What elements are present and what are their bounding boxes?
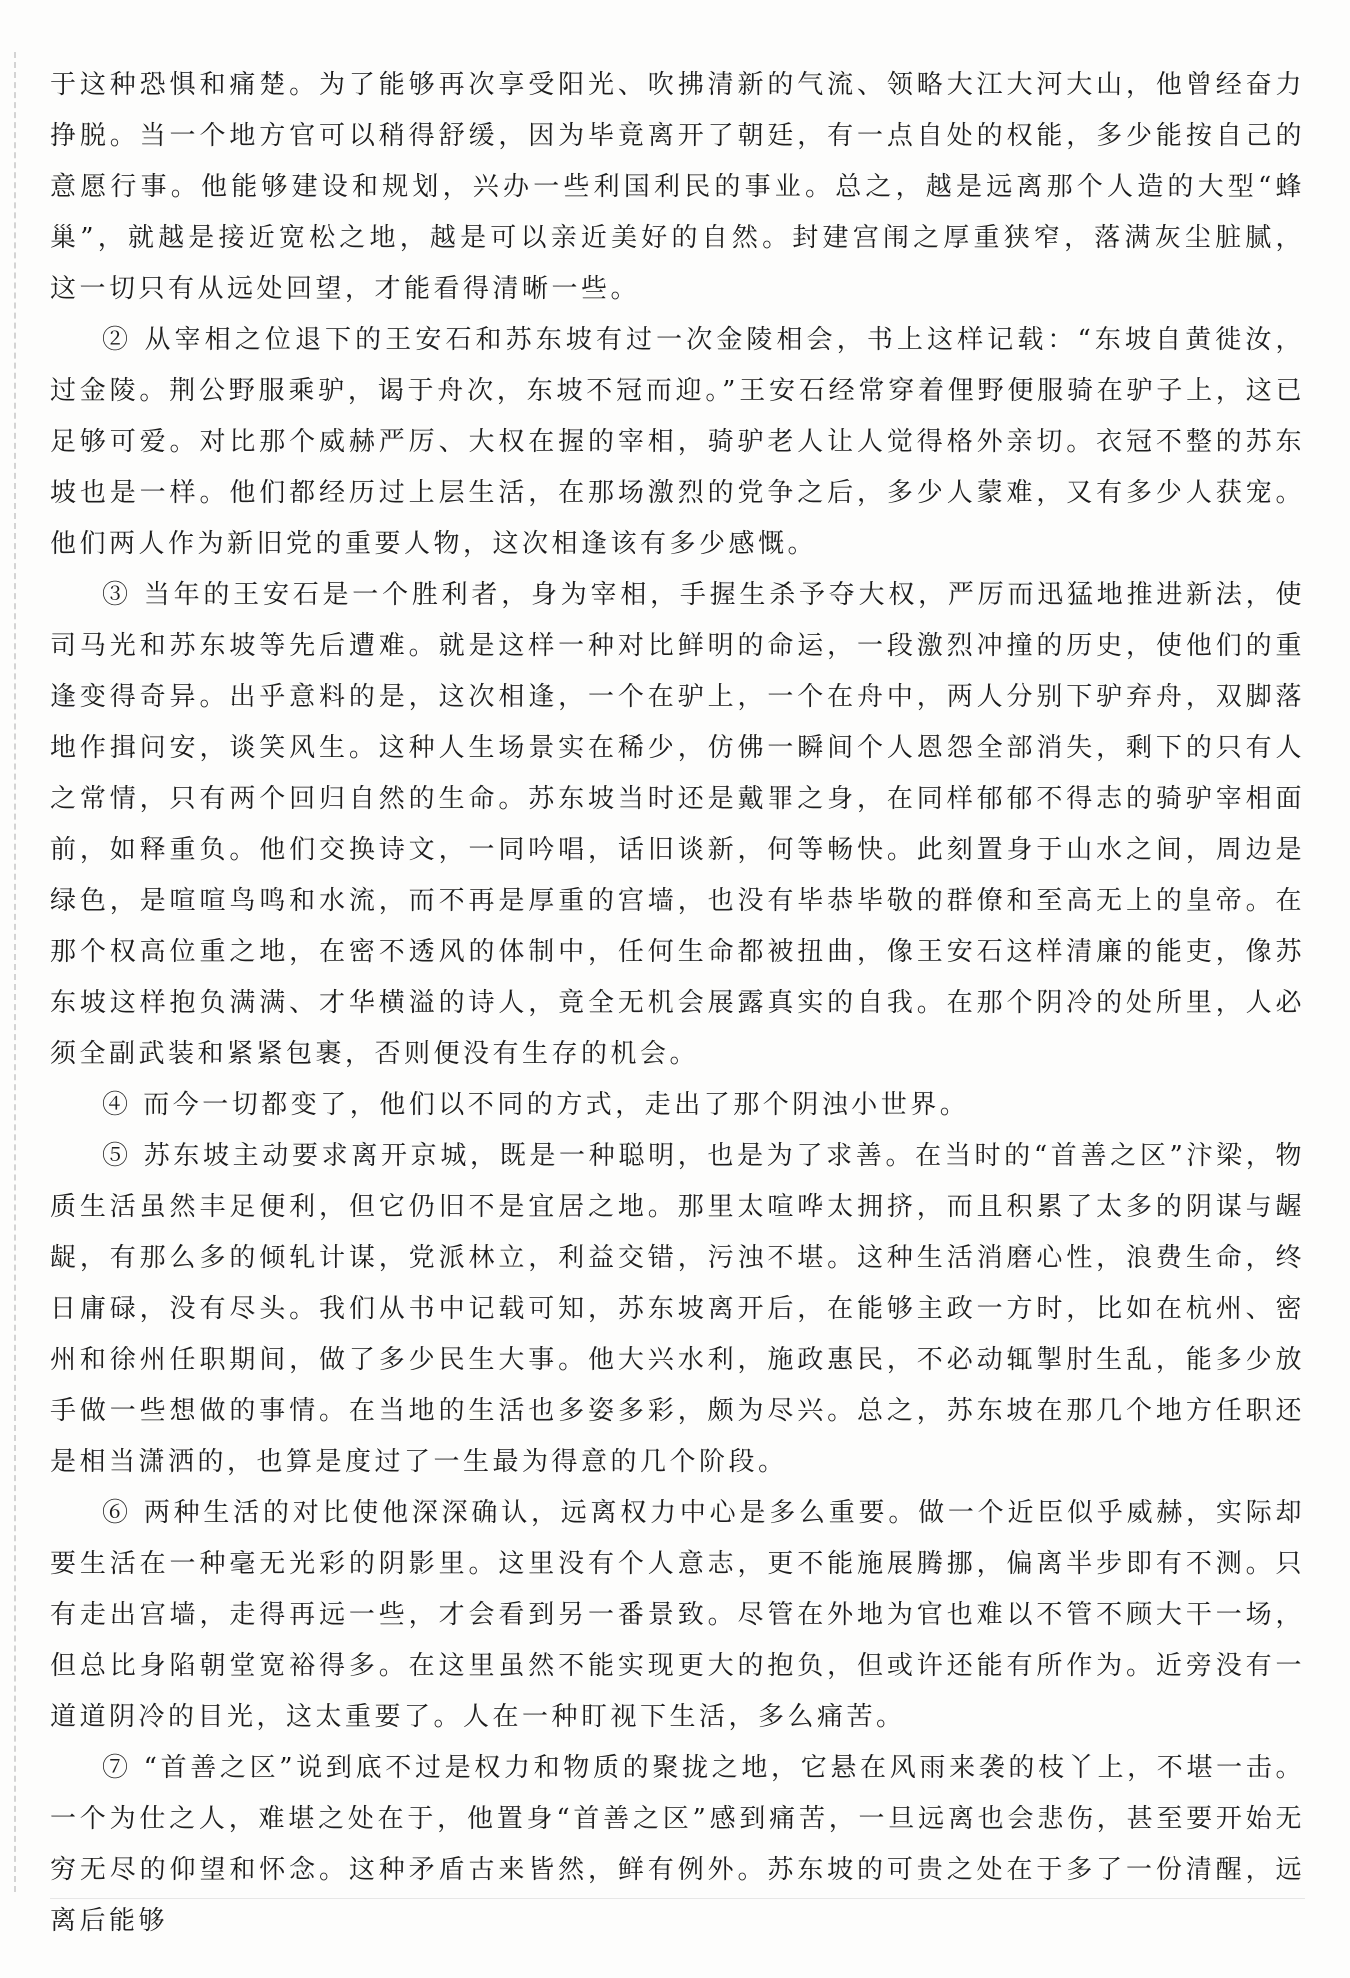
paragraph-6: ⑥ 两种生活的对比使他深深确认，远离权力中心是多么重要。做一个近臣似乎威赫，实际却要生活在一种毫无光彩的阴影里。这里没有个人意志，更不能施展腾挪，偏离半步即有不测。只有走出宫墙，走得再远一些，才会看到另一番景致。尽管在外地为官也难以不管不顾大干一场，但总比身陷朝堂宽裕得多。在这里虽然不能实现更大的抱负，但或许还能有所作为。近旁没有一道道阴冷的目光，这太重要了。人在一种盯视下生活，多么痛苦。	[50, 1498, 1305, 1732]
page-bottom-rule	[50, 1898, 1305, 1899]
article-body	[50, 60, 1305, 1947]
paragraph-3: ③ 当年的王安石是一个胜利者，身为宰相，手握生杀予夺大权，严厉而迅猛地推进新法，使司马光和苏东坡等先后遭难。就是这样一种对比鲜明的命运，一段激烈冲撞的历史，使他们的重逢变得奇异。出乎意料的是，这次相逢，一个在驴上，一个在舟中，两人分别下驴弃舟，双脚落地作揖问安，谈笑风生。这种人生场景实在稀少，仿佛一瞬间个人恩怨全部消失，剩下的只有人之常情，只有两个回归自然的生命。苏东坡当时还是戴罪之身，在同样郁郁不得志的骑驴宰相面前，如释重负。他们交换诗文，一同吟唱，话旧谈新，何等畅快。此刻置身于山水之间，周边是绿色，是喧喧鸟鸣和水流，而不再是厚重的宫墙，也没有毕恭毕敬的群僚和至高无上的皇帝。在那个权高位重之地，在密不透风的体制中，任何生命都被扭曲，像王安石这样清廉的能吏，像苏东坡这样抱负满满、才华横溢的诗人，竟全无机会展露真实的自我。在那个阴冷的处所里，人必须全副武装和紧紧包裹，否则便没有生存的机会。	[50, 580, 1305, 1069]
paragraph-2: ② 从宰相之位退下的王安石和苏东坡有过一次金陵相会，书上这样记载：“东坡自黄徙汝，过金陵。荆公野服乘驴，谒于舟次，东坡不冠而迎。”王安石经常穿着俚野便服骑在驴子上，这已足够可爱。对比那个威赫严厉、大权在握的宰相，骑驴老人让人觉得格外亲切。衣冠不整的苏东坡也是一样。他们都经历过上层生活，在那场激烈的党争之后，多少人蒙难，又有多少人获宠。他们两人作为新旧党的重要人物，这次相逢该有多少感慨。	[50, 325, 1305, 559]
paragraph-5: ⑤ 苏东坡主动要求离开京城，既是一种聪明，也是为了求善。在当时的“首善之区”汴梁，物质生活虽然丰足便利，但它仍旧不是宜居之地。那里太喧哗太拥挤，而且积累了太多的阴谋与龌龊，有那么多的倾轧计谋，党派林立，利益交错，污浊不堪。这种生活消磨心性，浪费生命，终日庸碌，没有尽头。我们从书中记载可知，苏东坡离开后，在能够主政一方时，比如在杭州、密州和徐州任职期间，做了多少民生大事。他大兴水利，施政惠民，不必动辄掣肘生乱，能多少放手做一些想做的事情。在当地的生活也多姿多彩，颇为尽兴。总之，苏东坡在那几个地方任职还是相当潇洒的，也算是度过了一生最为得意的几个阶段。	[50, 1141, 1305, 1477]
paragraph-4: ④ 而今一切都变了，他们以不同的方式，走出了那个阴浊小世界。	[102, 1090, 970, 1120]
binding-margin-line	[14, 52, 16, 1892]
paragraph-continuation: 于这种恐惧和痛楚。为了能够再次享受阳光、吹拂清新的气流、领略大江大河大山，他曾经奋力挣脱。当一个地方官可以稍得舒缓，因为毕竟离开了朝廷，有一点自处的权能，多少能按自己的意愿行事。他能够建设和规划，兴办一些利国利民的事业。总之，越是远离那个人造的大型“蜂巢”，就越是接近宽松之地，越是可以亲近美好的自然。封建宫闱之厚重狭窄，落满灰尘脏腻，这一切只有从远处回望，才能看得清晰一些。	[50, 70, 1305, 304]
paragraph-7: ⑦ “首善之区”说到底不过是权力和物质的聚拢之地，它悬在风雨来袭的枝丫上，不堪一击。一个为仕之人，难堪之处在于，他置身“首善之区”感到痛苦，一旦远离也会悲伤，甚至要开始无穷无尽的仰望和怀念。这种矛盾古来皆然，鲜有例外。苏东坡的可贵之处在于多了一份清醒，远离后能够	[50, 1753, 1305, 1936]
